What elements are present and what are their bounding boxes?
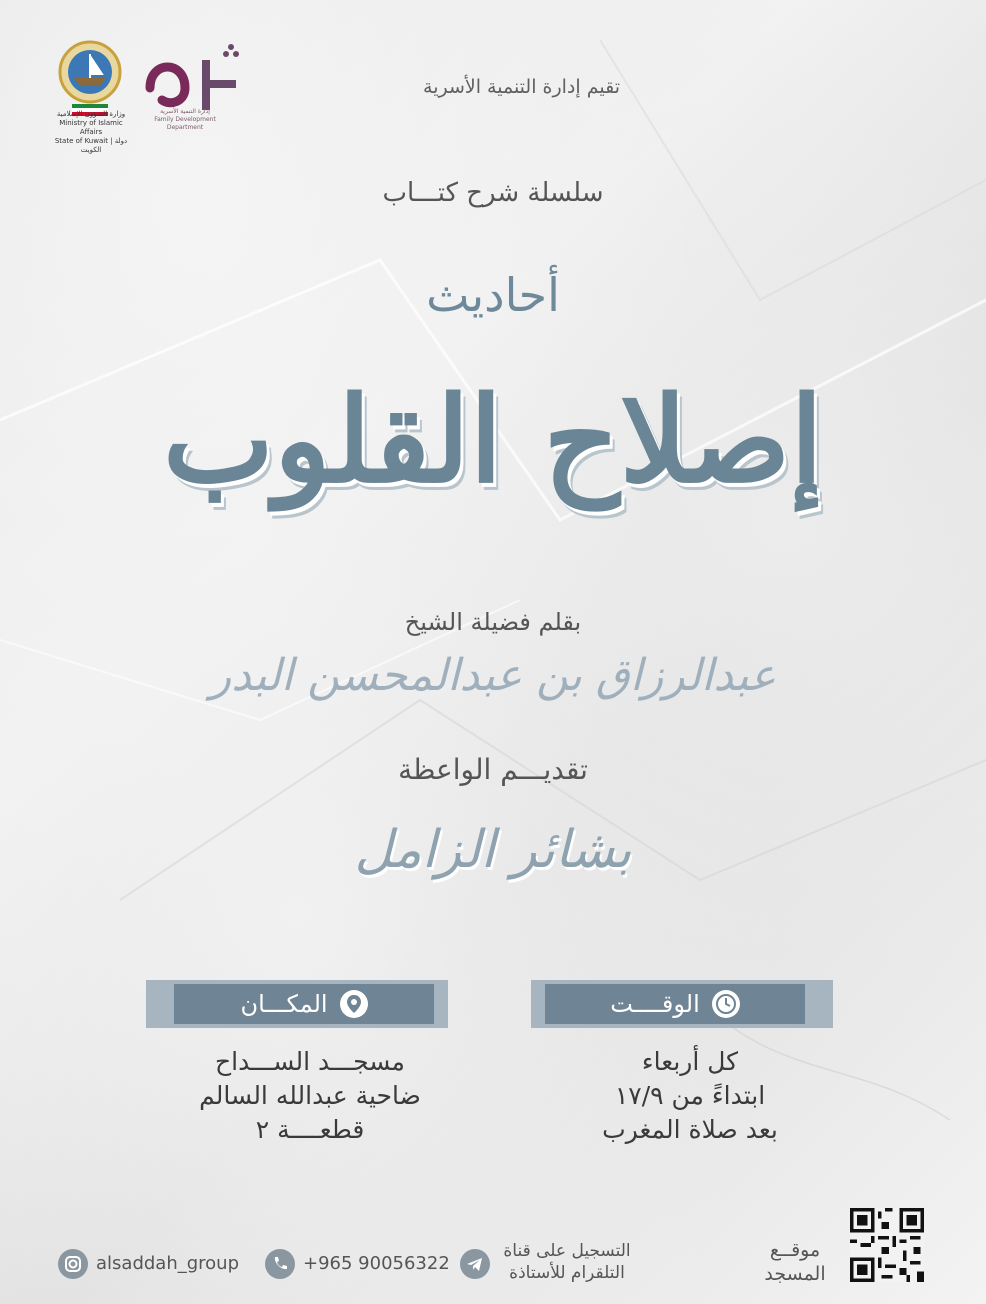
clock-icon — [712, 990, 740, 1018]
department-name — [140, 108, 230, 132]
series-label: سلسلة شرح كتـــاب — [382, 178, 604, 208]
time-heading-bar — [531, 980, 833, 1028]
time-heading: الوقــــت — [610, 990, 700, 1018]
instagram-icon[interactable] — [58, 1249, 88, 1279]
book-title: إصلاح القلوب — [162, 370, 824, 509]
department-name-ar: إدارة التنمية الأسرية — [160, 108, 210, 115]
place-heading-pill — [174, 984, 434, 1024]
telegram-registration[interactable]: التسجيل على قناة التلقرام للأستاذة — [503, 1241, 631, 1283]
place-heading: المكـــان — [240, 990, 328, 1018]
phone-icon[interactable] — [265, 1249, 295, 1279]
organizer-line: تقيم إدارة التنمية الأسرية — [423, 76, 620, 98]
place-details — [140, 1045, 480, 1147]
ministry-name — [52, 110, 130, 155]
ministry-name-en: Ministry of Islamic Affairs — [59, 119, 123, 136]
time-heading-pill — [545, 984, 805, 1024]
place-line-block: قطعــــة ٢ — [255, 1115, 365, 1144]
presenter-name: بشائر الزامل — [354, 820, 632, 880]
telegram-icon[interactable] — [460, 1249, 490, 1279]
phone-number[interactable]: +965 90056322 — [303, 1253, 450, 1274]
place-heading-bar — [146, 980, 448, 1028]
place-line-area: ضاحية عبدالله السالم — [199, 1081, 421, 1110]
time-line-prayer: بعد صلاة المغرب — [602, 1115, 778, 1144]
department-name-en: Family Development Department — [154, 116, 216, 131]
ministry-name-ar: وزارة الشؤون الإسلامية — [56, 110, 126, 118]
presenter-label: تقديـــم الواعظة — [398, 753, 588, 786]
time-details — [540, 1045, 840, 1147]
ministry-state: State of Kuwait | دولة الكويت — [54, 137, 128, 154]
qr-code[interactable] — [850, 1208, 924, 1282]
place-line-mosque: مسجـــد الســـداح — [215, 1047, 405, 1076]
book-subtitle: أحاديث — [426, 268, 560, 322]
instagram-handle[interactable]: alsaddah_group — [96, 1253, 240, 1274]
location-pin-icon — [340, 990, 368, 1018]
time-line-day: كل أربعاء — [641, 1047, 739, 1076]
mosque-site-label: موقــع المسجد — [764, 1239, 826, 1285]
time-line-start: ابتداءً من ١٧/٩ — [614, 1081, 766, 1110]
author-label: بقلم فضيلة الشيخ — [404, 608, 582, 636]
author-name: عبدالرزاق بن عبدالمحسن البدر — [210, 650, 776, 701]
